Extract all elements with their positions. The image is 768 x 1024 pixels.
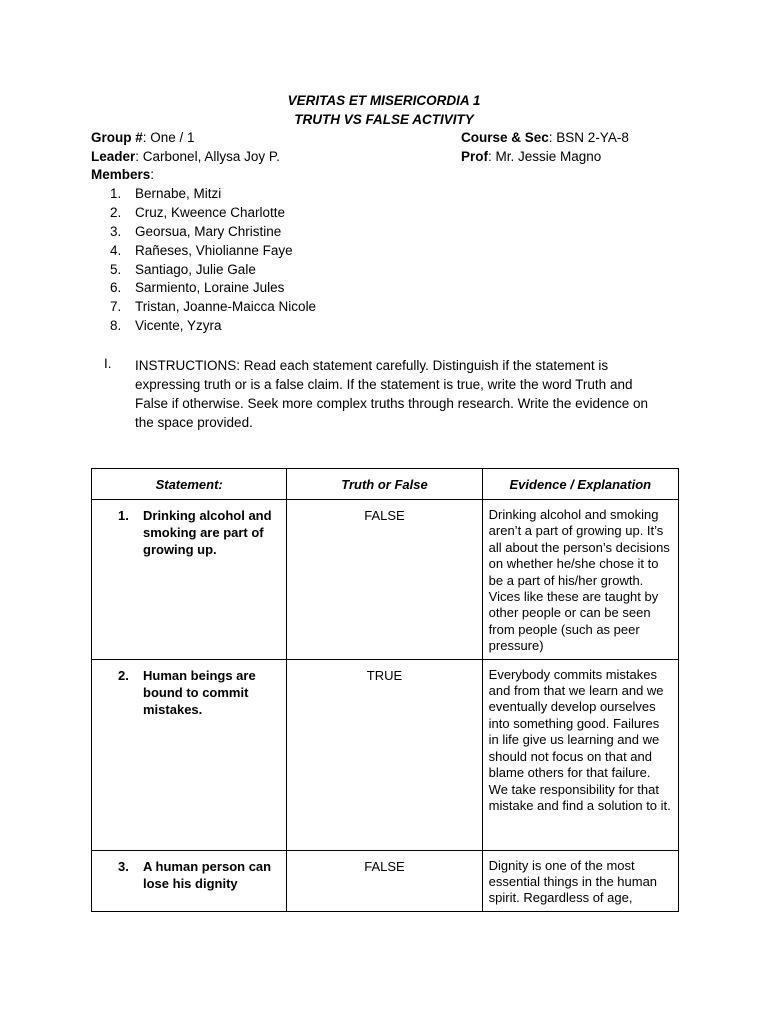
group-label: Group # xyxy=(91,130,143,145)
verdict-text: TRUE xyxy=(366,667,403,683)
member-name: Rañeses, Vhiolianne Faye xyxy=(135,242,293,258)
member-number: 7. xyxy=(110,299,122,315)
member-item xyxy=(110,298,316,317)
verdict-cell xyxy=(287,659,482,850)
evidence-cell xyxy=(482,659,678,850)
instructions-text: INSTRUCTIONS: Read each statement carefully. Distinguish if the statement is expressing truth or is a false claim. If the statement is true, write the word Truth and False if otherwise. Seek more complex truths through research. Write the evidence on the space provided. xyxy=(135,358,648,430)
member-item xyxy=(110,279,316,298)
evidence-cell xyxy=(482,500,678,660)
member-name: Cruz, Kweence Charlotte xyxy=(135,204,286,220)
evidence-text: Drinking alcohol and smoking aren’t a part of growing up. It’s all about the person’s decisions on whether he/she chose it to be a part of his/her growth. Vices like these are taught by other people or can be seen from people (such as peer pressure) xyxy=(488,507,670,654)
member-item xyxy=(110,185,316,204)
prof-label: Prof xyxy=(461,149,488,164)
member-name: Santiago, Julie Gale xyxy=(135,261,256,277)
instructions-number: I. xyxy=(104,356,112,371)
members-list xyxy=(110,185,316,336)
leader-line xyxy=(91,149,280,164)
evidence-text: Dignity is one of the most essential things in the human spirit. Regardless of age, xyxy=(488,857,658,906)
verdict-text: FALSE xyxy=(364,508,405,523)
truth-false-table xyxy=(91,468,679,912)
member-number: 8. xyxy=(110,318,122,334)
statement-text: A human person can lose his dignity xyxy=(143,858,272,891)
document-title: VERITAS ET MISERICORDIA 1 xyxy=(287,93,481,108)
statement-text: Drinking alcohol and smoking are part of growing up. xyxy=(143,508,272,557)
activity-title: TRUTH VS FALSE ACTIVITY xyxy=(294,112,474,127)
member-name: Vicente, Yzyra xyxy=(135,318,222,334)
statement-cell xyxy=(92,500,287,660)
prof-line xyxy=(461,149,601,164)
member-number: 2. xyxy=(110,204,122,220)
course-value: : BSN 2-YA-8 xyxy=(548,130,629,145)
prof-value: : Mr. Jessie Magno xyxy=(488,149,602,164)
member-item xyxy=(110,317,316,336)
verdict-text: FALSE xyxy=(364,858,405,874)
table-row xyxy=(92,659,679,850)
course-label: Course & Sec xyxy=(461,130,549,145)
group-value: : One / 1 xyxy=(142,130,195,145)
member-item xyxy=(110,204,316,223)
member-number: 3. xyxy=(110,223,122,239)
members-heading xyxy=(91,167,154,182)
group-line xyxy=(91,130,195,145)
statement-cell xyxy=(92,850,287,911)
member-number: 4. xyxy=(110,242,122,258)
member-item xyxy=(110,242,316,261)
table-header-row xyxy=(92,469,679,500)
table-row xyxy=(92,500,679,660)
member-name: Georsua, Mary Christine xyxy=(135,223,282,239)
statement-number: 3. xyxy=(118,858,129,874)
leader-label: Leader xyxy=(91,149,136,164)
evidence-text: Everybody commits mistakes and from that we learn and we eventually develop ourselves into something good. Failures in life give us learning and we should not focus on that and blame others for that failure. We take responsibility for that mistake and find a solution to it. xyxy=(488,666,671,813)
statement-number: 2. xyxy=(118,667,129,683)
table-row xyxy=(92,850,679,911)
member-number: 5. xyxy=(110,261,122,277)
course-line xyxy=(461,130,629,145)
member-item xyxy=(110,261,316,280)
member-number: 1. xyxy=(110,186,122,201)
statement-text: Human beings are bound to commit mistakes. xyxy=(143,667,256,717)
leader-value: : Carbonel, Allysa Joy P. xyxy=(135,149,280,164)
evidence-cell xyxy=(482,850,678,911)
statement-cell xyxy=(92,659,287,850)
members-label: Members xyxy=(91,167,151,182)
member-number: 6. xyxy=(110,280,122,296)
statement-number: 1. xyxy=(118,508,129,523)
verdict-cell xyxy=(287,500,482,660)
header-truth-or-false: Truth or False xyxy=(287,469,482,500)
header-statement: Statement: xyxy=(92,469,287,500)
header-evidence: Evidence / Explanation xyxy=(482,469,678,500)
members-colon: : xyxy=(150,167,155,182)
verdict-cell xyxy=(287,850,482,911)
member-item xyxy=(110,223,316,242)
member-name: Sarmiento, Loraine Jules xyxy=(135,280,285,296)
member-name: Tristan, Joanne-Maicca Nicole xyxy=(135,299,317,315)
member-name: Bernabe, Mitzi xyxy=(135,186,222,201)
